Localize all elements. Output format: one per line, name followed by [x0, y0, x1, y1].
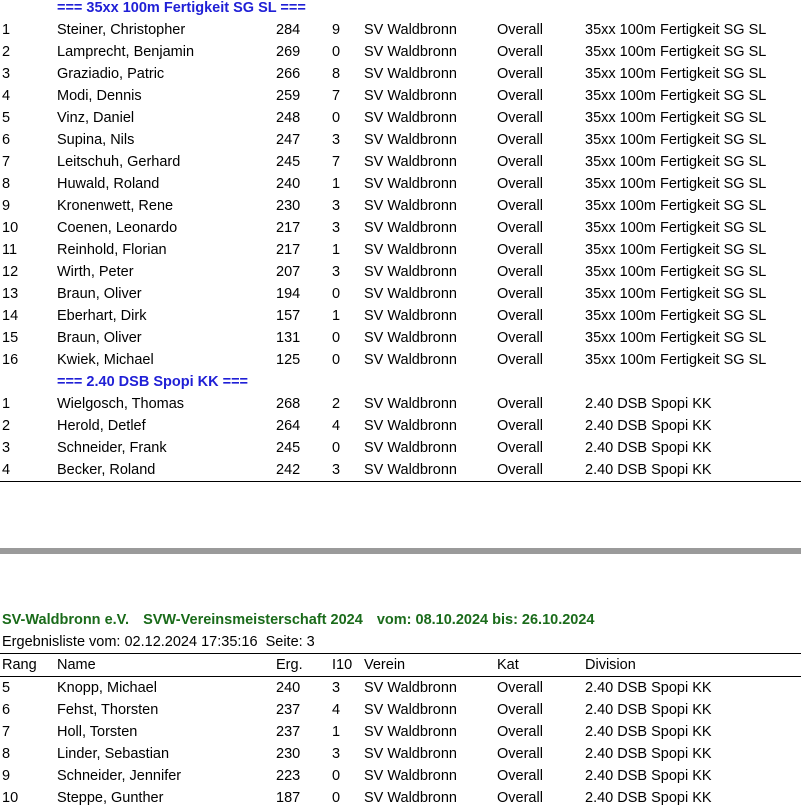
table-row	[0, 85, 801, 107]
col-header-verein: Verein	[364, 657, 406, 673]
cell-kat: Overall	[497, 198, 543, 214]
cell-division: 35xx 100m Fertigkeit SG SL	[585, 242, 767, 258]
table-row	[0, 327, 801, 349]
cell-erg: 194	[276, 286, 301, 302]
table-row	[0, 19, 801, 41]
cell-division: 35xx 100m Fertigkeit SG SL	[585, 44, 767, 60]
cell-erg: 266	[276, 66, 301, 82]
cell-verein: SV Waldbronn	[364, 462, 457, 478]
cell-erg: 237	[276, 724, 301, 740]
cell-rang: 9	[2, 198, 11, 214]
cell-verein: SV Waldbronn	[364, 746, 457, 762]
cell-i10: 7	[332, 88, 341, 104]
cell-i10: 3	[332, 132, 341, 148]
cell-rang: 3	[2, 440, 11, 456]
table-row	[0, 41, 801, 63]
cell-division: 35xx 100m Fertigkeit SG SL	[585, 264, 767, 280]
cell-kat: Overall	[497, 220, 543, 236]
cell-rang: 15	[2, 330, 19, 346]
cell-i10: 1	[332, 242, 341, 258]
cell-kat: Overall	[497, 88, 543, 104]
cell-erg: 248	[276, 110, 301, 126]
cell-kat: Overall	[497, 790, 543, 806]
cell-kat: Overall	[497, 22, 543, 38]
cell-erg: 245	[276, 154, 301, 170]
cell-kat: Overall	[497, 66, 543, 82]
cell-erg: 217	[276, 242, 301, 258]
cell-erg: 125	[276, 352, 301, 368]
cell-i10: 7	[332, 154, 341, 170]
cell-name: Steiner, Christopher	[57, 22, 186, 38]
cell-erg: 240	[276, 680, 301, 696]
page-separator	[0, 548, 801, 554]
cell-name: Schneider, Frank	[57, 440, 167, 456]
table-row	[0, 151, 801, 173]
cell-rang: 5	[2, 110, 11, 126]
cell-rang: 6	[2, 132, 11, 148]
cell-kat: Overall	[497, 702, 543, 718]
cell-kat: Overall	[497, 154, 543, 170]
cell-i10: 0	[332, 440, 341, 456]
cell-verein: SV Waldbronn	[364, 198, 457, 214]
cell-erg: 247	[276, 132, 301, 148]
cell-erg: 264	[276, 418, 301, 434]
cell-name: Holl, Torsten	[57, 724, 138, 740]
cell-division: 35xx 100m Fertigkeit SG SL	[585, 352, 767, 368]
results-table-bottom	[0, 677, 801, 809]
cell-name: Lamprecht, Benjamin	[57, 44, 195, 60]
cell-kat: Overall	[497, 286, 543, 302]
cell-erg: 217	[276, 220, 301, 236]
cell-i10: 0	[332, 790, 341, 806]
table-row	[0, 173, 801, 195]
cell-kat: Overall	[497, 132, 543, 148]
table-row	[0, 677, 801, 699]
cell-name: Kwiek, Michael	[57, 352, 154, 368]
cell-kat: Overall	[497, 176, 543, 192]
cell-i10: 0	[332, 44, 341, 60]
table-row	[0, 415, 801, 437]
cell-division: 2.40 DSB Spopi KK	[585, 680, 712, 696]
cell-rang: 10	[2, 790, 19, 806]
col-header-i10: I10	[332, 657, 353, 673]
cell-verein: SV Waldbronn	[364, 396, 457, 412]
col-header-rang: Rang	[2, 657, 37, 673]
cell-rang: 9	[2, 768, 11, 784]
cell-division: 2.40 DSB Spopi KK	[585, 418, 712, 434]
table-row	[0, 239, 801, 261]
table-bottom-rule	[0, 481, 801, 482]
cell-division: 2.40 DSB Spopi KK	[585, 790, 712, 806]
cell-erg: 259	[276, 88, 301, 104]
cell-name: Linder, Sebastian	[57, 746, 170, 762]
cell-verein: SV Waldbronn	[364, 66, 457, 82]
table-row	[0, 721, 801, 743]
cell-division: 35xx 100m Fertigkeit SG SL	[585, 110, 767, 126]
cell-rang: 16	[2, 352, 19, 368]
cell-name: Knopp, Michael	[57, 680, 157, 696]
club-header	[0, 609, 801, 631]
cell-erg: 230	[276, 746, 301, 762]
cell-verein: SV Waldbronn	[364, 22, 457, 38]
cell-division: 2.40 DSB Spopi KK	[585, 768, 712, 784]
cell-i10: 3	[332, 746, 341, 762]
cell-i10: 9	[332, 22, 341, 38]
col-header-kat: Kat	[497, 657, 519, 673]
cell-rang: 2	[2, 44, 11, 60]
cell-division: 35xx 100m Fertigkeit SG SL	[585, 330, 767, 346]
cell-division: 35xx 100m Fertigkeit SG SL	[585, 286, 767, 302]
cell-kat: Overall	[497, 396, 543, 412]
cell-kat: Overall	[497, 440, 543, 456]
table-row	[0, 459, 801, 481]
cell-rang: 3	[2, 66, 11, 82]
table-row	[0, 107, 801, 129]
cell-i10: 1	[332, 308, 341, 324]
section-heading	[0, 371, 801, 393]
event-name: SVW-Vereinsmeisterschaft 2024	[143, 612, 363, 628]
cell-division: 35xx 100m Fertigkeit SG SL	[585, 88, 767, 104]
cell-kat: Overall	[497, 352, 543, 368]
cell-rang: 1	[2, 396, 11, 412]
cell-erg: 242	[276, 462, 301, 478]
cell-verein: SV Waldbronn	[364, 418, 457, 434]
table-row	[0, 699, 801, 721]
cell-division: 35xx 100m Fertigkeit SG SL	[585, 198, 767, 214]
cell-rang: 7	[2, 154, 11, 170]
col-header-erg: Erg.	[276, 657, 303, 673]
table-row	[0, 261, 801, 283]
cell-rang: 13	[2, 286, 19, 302]
cell-i10: 3	[332, 264, 341, 280]
cell-name: Supina, Nils	[57, 132, 135, 148]
cell-verein: SV Waldbronn	[364, 44, 457, 60]
cell-verein: SV Waldbronn	[364, 440, 457, 456]
cell-rang: 6	[2, 702, 11, 718]
cell-verein: SV Waldbronn	[364, 308, 457, 324]
list-timestamp: Ergebnisliste vom: 02.12.2024 17:35:16	[2, 634, 258, 650]
cell-verein: SV Waldbronn	[364, 264, 457, 280]
cell-name: Reinhold, Florian	[57, 242, 167, 258]
cell-name: Steppe, Gunther	[57, 790, 164, 806]
table-row	[0, 743, 801, 765]
event-date-range: vom: 08.10.2024 bis: 26.10.2024	[376, 612, 595, 628]
cell-name: Braun, Oliver	[57, 330, 142, 346]
cell-name: Leitschuh, Gerhard	[57, 154, 181, 170]
cell-name: Graziadio, Patric	[57, 66, 165, 82]
cell-i10: 0	[332, 330, 341, 346]
cell-kat: Overall	[497, 462, 543, 478]
cell-division: 35xx 100m Fertigkeit SG SL	[585, 132, 767, 148]
club-name: SV-Waldbronn e.V.	[2, 612, 130, 628]
cell-verein: SV Waldbronn	[364, 154, 457, 170]
cell-erg: 245	[276, 440, 301, 456]
cell-verein: SV Waldbronn	[364, 242, 457, 258]
cell-erg: 268	[276, 396, 301, 412]
cell-i10: 0	[332, 352, 341, 368]
cell-division: 2.40 DSB Spopi KK	[585, 440, 712, 456]
cell-name: Schneider, Jennifer	[57, 768, 182, 784]
cell-verein: SV Waldbronn	[364, 176, 457, 192]
cell-name: Coenen, Leonardo	[57, 220, 178, 236]
section-heading-text: === 2.40 DSB Spopi KK ===	[57, 374, 248, 390]
table-row	[0, 217, 801, 239]
table-row	[0, 437, 801, 459]
cell-division: 35xx 100m Fertigkeit SG SL	[585, 308, 767, 324]
cell-kat: Overall	[497, 330, 543, 346]
cell-i10: 1	[332, 724, 341, 740]
cell-rang: 4	[2, 462, 11, 478]
cell-verein: SV Waldbronn	[364, 88, 457, 104]
cell-verein: SV Waldbronn	[364, 220, 457, 236]
cell-i10: 0	[332, 110, 341, 126]
table-row	[0, 195, 801, 217]
cell-erg: 284	[276, 22, 301, 38]
cell-i10: 4	[332, 702, 341, 718]
cell-rang: 7	[2, 724, 11, 740]
cell-erg: 223	[276, 768, 301, 784]
cell-name: Fehst, Thorsten	[57, 702, 159, 718]
cell-i10: 3	[332, 220, 341, 236]
cell-division: 35xx 100m Fertigkeit SG SL	[585, 22, 767, 38]
cell-rang: 14	[2, 308, 19, 324]
cell-verein: SV Waldbronn	[364, 702, 457, 718]
cell-i10: 3	[332, 680, 341, 696]
cell-name: Wirth, Peter	[57, 264, 134, 280]
cell-division: 2.40 DSB Spopi KK	[585, 724, 712, 740]
cell-kat: Overall	[497, 242, 543, 258]
table-row	[0, 63, 801, 85]
table-row	[0, 283, 801, 305]
cell-verein: SV Waldbronn	[364, 132, 457, 148]
table-row	[0, 129, 801, 151]
cell-i10: 8	[332, 66, 341, 82]
cell-rang: 5	[2, 680, 11, 696]
cell-name: Herold, Detlef	[57, 418, 146, 434]
cell-erg: 230	[276, 198, 301, 214]
cell-name: Modi, Dennis	[57, 88, 142, 104]
cell-i10: 0	[332, 286, 341, 302]
list-meta	[0, 631, 801, 653]
cell-i10: 1	[332, 176, 341, 192]
cell-erg: 187	[276, 790, 301, 806]
cell-division: 35xx 100m Fertigkeit SG SL	[585, 220, 767, 236]
table-row	[0, 765, 801, 787]
cell-rang: 2	[2, 418, 11, 434]
cell-erg: 131	[276, 330, 301, 346]
page-number: Seite: 3	[265, 634, 315, 650]
cell-rang: 10	[2, 220, 19, 236]
cell-name: Wielgosch, Thomas	[57, 396, 185, 412]
cell-division: 35xx 100m Fertigkeit SG SL	[585, 154, 767, 170]
cell-erg: 237	[276, 702, 301, 718]
cell-kat: Overall	[497, 724, 543, 740]
cell-division: 2.40 DSB Spopi KK	[585, 746, 712, 762]
cell-rang: 12	[2, 264, 19, 280]
cell-verein: SV Waldbronn	[364, 352, 457, 368]
cell-rang: 8	[2, 176, 11, 192]
cell-verein: SV Waldbronn	[364, 724, 457, 740]
cell-kat: Overall	[497, 768, 543, 784]
table-row	[0, 393, 801, 415]
cell-name: Huwald, Roland	[57, 176, 160, 192]
cell-rang: 1	[2, 22, 11, 38]
cell-erg: 240	[276, 176, 301, 192]
cell-name: Braun, Oliver	[57, 286, 142, 302]
cell-kat: Overall	[497, 418, 543, 434]
cell-rang: 4	[2, 88, 11, 104]
cell-verein: SV Waldbronn	[364, 680, 457, 696]
cell-division: 2.40 DSB Spopi KK	[585, 462, 712, 478]
cell-kat: Overall	[497, 680, 543, 696]
cell-i10: 0	[332, 768, 341, 784]
cell-erg: 207	[276, 264, 301, 280]
section-heading	[0, 0, 801, 19]
col-header-name: Name	[57, 657, 96, 673]
cell-rang: 11	[2, 242, 18, 258]
cell-kat: Overall	[497, 110, 543, 126]
cell-i10: 2	[332, 396, 341, 412]
cell-verein: SV Waldbronn	[364, 330, 457, 346]
section-heading-text: === 35xx 100m Fertigkeit SG SL ===	[57, 0, 306, 16]
cell-division: 2.40 DSB Spopi KK	[585, 702, 712, 718]
cell-rang: 8	[2, 746, 11, 762]
col-header-division: Division	[585, 657, 636, 673]
cell-kat: Overall	[497, 746, 543, 762]
cell-name: Vinz, Daniel	[57, 110, 135, 126]
cell-kat: Overall	[497, 264, 543, 280]
cell-erg: 269	[276, 44, 301, 60]
cell-verein: SV Waldbronn	[364, 110, 457, 126]
table-row	[0, 305, 801, 327]
cell-i10: 4	[332, 418, 341, 434]
cell-kat: Overall	[497, 308, 543, 324]
cell-name: Kronenwett, Rene	[57, 198, 174, 214]
cell-division: 35xx 100m Fertigkeit SG SL	[585, 176, 767, 192]
column-header-row	[0, 654, 801, 676]
cell-verein: SV Waldbronn	[364, 768, 457, 784]
results-page-bottom	[0, 609, 801, 809]
cell-division: 2.40 DSB Spopi KK	[585, 396, 712, 412]
cell-erg: 157	[276, 308, 301, 324]
cell-name: Eberhart, Dirk	[57, 308, 147, 324]
table-row	[0, 349, 801, 371]
cell-kat: Overall	[497, 44, 543, 60]
cell-name: Becker, Roland	[57, 462, 156, 478]
cell-verein: SV Waldbronn	[364, 286, 457, 302]
cell-i10: 3	[332, 462, 341, 478]
cell-division: 35xx 100m Fertigkeit SG SL	[585, 66, 767, 82]
cell-verein: SV Waldbronn	[364, 790, 457, 806]
cell-i10: 3	[332, 198, 341, 214]
